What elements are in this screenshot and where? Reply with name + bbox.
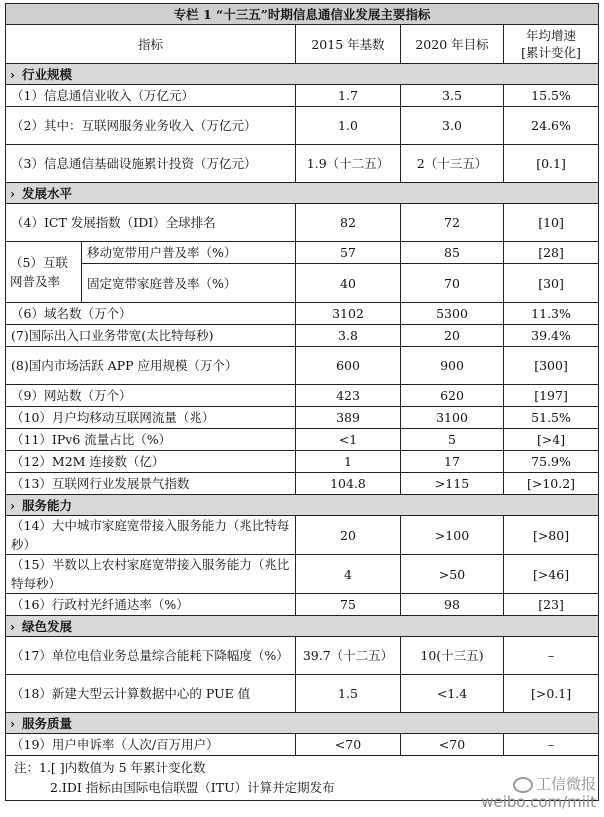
indicator-label: （2）其中：互联网服务业务收入（万亿元） xyxy=(6,107,296,145)
growth-value: [>0.1] xyxy=(504,675,599,713)
indicator-label: （10）月户均移动互联网流量（兆） xyxy=(6,407,296,429)
table-row xyxy=(6,407,599,429)
target-2020-value: 900 xyxy=(401,347,504,385)
base-2015-value: 104.8 xyxy=(296,473,401,495)
chevron-right-icon: › xyxy=(10,66,15,82)
section-title: 发展水平 xyxy=(22,185,73,201)
target-2020-value: >100 xyxy=(401,516,504,555)
indicator-label: （12）M2M 连接数（亿） xyxy=(6,451,296,473)
table-row xyxy=(6,734,599,756)
base-2015-value: 20 xyxy=(296,516,401,555)
base-2015-value: 1.9（十二五） xyxy=(296,145,401,183)
target-2020-value: 70 xyxy=(401,264,504,303)
watermark xyxy=(481,775,596,811)
target-2020-value: 3100 xyxy=(401,407,504,429)
indicator-label: (8)国内市场活跃 APP 应用规模（万个） xyxy=(6,347,296,385)
header-row xyxy=(6,25,599,64)
header-growth: 年均增速 [累计变化] xyxy=(504,25,599,64)
indicator-label: (7)国际出入口业务带宽(太比特每秒) xyxy=(6,325,296,347)
table-row xyxy=(6,429,599,451)
target-2020-value: 72 xyxy=(401,204,504,242)
target-2020-value: >115 xyxy=(401,473,504,495)
base-2015-value: <1 xyxy=(296,429,401,451)
growth-value: [>4] xyxy=(504,429,599,451)
table-row xyxy=(6,555,599,594)
section-header-row xyxy=(6,495,599,516)
table-row xyxy=(6,347,599,385)
watermark-brand: 工信微报 xyxy=(535,775,596,793)
base-2015-value: 82 xyxy=(296,204,401,242)
target-2020-value: 5 xyxy=(401,429,504,451)
base-2015-value: 1 xyxy=(296,451,401,473)
table-row xyxy=(6,516,599,555)
growth-value: 51.5% xyxy=(504,407,599,429)
header-base-2015: 2015 年基数 xyxy=(296,25,401,64)
indicator-label: （18）新建大型云计算数据中心的 PUE 值 xyxy=(6,675,296,713)
growth-value: 15.5% xyxy=(504,85,599,107)
growth-value: [0.1] xyxy=(504,145,599,183)
indicator-label: （15）半数以上农村家庭宽带接入服务能力（兆比特每秒） xyxy=(6,555,296,594)
base-2015-value: 75 xyxy=(296,594,401,616)
table-row xyxy=(6,325,599,347)
growth-value: 75.9% xyxy=(504,451,599,473)
target-2020-value: <1.4 xyxy=(401,675,504,713)
target-2020-value: 98 xyxy=(401,594,504,616)
base-2015-value: 423 xyxy=(296,385,401,407)
growth-value: [197] xyxy=(504,385,599,407)
target-2020-value: 3.0 xyxy=(401,107,504,145)
weibo-icon xyxy=(513,777,533,793)
section-title: 服务能力 xyxy=(22,497,73,513)
section-header-row xyxy=(6,616,599,637)
section-header-row xyxy=(6,713,599,734)
target-2020-value: 10(十三五) xyxy=(401,637,504,675)
header-indicator: 指标 xyxy=(6,25,296,64)
section-header-row xyxy=(6,183,599,204)
table-row xyxy=(6,145,599,183)
table-row xyxy=(6,473,599,495)
base-2015-value: 57 xyxy=(296,242,401,264)
table-row xyxy=(6,385,599,407)
table-row xyxy=(6,264,599,303)
chevron-right-icon: › xyxy=(10,618,15,634)
base-2015-value: 4 xyxy=(296,555,401,594)
growth-value: [28] xyxy=(504,242,599,264)
indicator-label: （16）行政村光纤通达率（%） xyxy=(6,594,296,616)
target-2020-value: 2（十三五） xyxy=(401,145,504,183)
table-row xyxy=(6,303,599,325)
growth-value: 24.6% xyxy=(504,107,599,145)
indicator-label: （6）域名数（万个） xyxy=(6,303,296,325)
section-title: 服务质量 xyxy=(22,715,73,731)
growth-value: [10] xyxy=(504,204,599,242)
table-row xyxy=(6,675,599,713)
growth-value: [>10.2] xyxy=(504,473,599,495)
indicator-label: 移动宽带用户普及率（%） xyxy=(82,242,296,264)
indicator-label: （13）互联网行业发展景气指数 xyxy=(6,473,296,495)
target-2020-value: <70 xyxy=(401,734,504,756)
header-target-2020: 2020 年目标 xyxy=(401,25,504,64)
section-title: 绿色发展 xyxy=(22,618,73,634)
growth-value: [>46] xyxy=(504,555,599,594)
growth-value: [23] xyxy=(504,594,599,616)
table-title: 专栏 1 “十三五”时期信息通信业发展主要指标 xyxy=(6,4,599,25)
base-2015-value: 1.0 xyxy=(296,107,401,145)
indicator-label: （9）网站数（万个） xyxy=(6,385,296,407)
target-2020-value: 17 xyxy=(401,451,504,473)
growth-value: [>80] xyxy=(504,516,599,555)
indicator-label: （11）IPv6 流量占比（%） xyxy=(6,429,296,451)
base-2015-value: 39.7（十二五） xyxy=(296,637,401,675)
indicator-label: （1）信息通信业收入（万亿元） xyxy=(6,85,296,107)
chevron-right-icon: › xyxy=(10,185,15,201)
table-row xyxy=(6,107,599,145)
target-2020-value: 620 xyxy=(401,385,504,407)
base-2015-value: <70 xyxy=(296,734,401,756)
indicator-label: （17）单位电信业务总量综合能耗下降幅度（%） xyxy=(6,637,296,675)
table-title-row xyxy=(6,4,599,25)
table-row xyxy=(6,637,599,675)
growth-value: – xyxy=(504,637,599,675)
table-row xyxy=(6,451,599,473)
base-2015-value: 3102 xyxy=(296,303,401,325)
base-2015-value: 1.7 xyxy=(296,85,401,107)
table-row xyxy=(6,594,599,616)
target-2020-value: 20 xyxy=(401,325,504,347)
watermark-url: weibo.com/miit xyxy=(481,793,596,811)
base-2015-value: 389 xyxy=(296,407,401,429)
indicator-label: 固定宽带家庭普及率（%） xyxy=(82,264,296,303)
target-2020-value: >50 xyxy=(401,555,504,594)
base-2015-value: 1.5 xyxy=(296,675,401,713)
target-2020-value: 5300 xyxy=(401,303,504,325)
section-title: 行业规模 xyxy=(22,66,73,82)
chevron-right-icon: › xyxy=(10,497,15,513)
indicator-label: （4）ICT 发展指数（IDI）全球排名 xyxy=(6,204,296,242)
growth-value: – xyxy=(504,734,599,756)
group-label: （5）互联网普及率 xyxy=(6,242,82,303)
indicator-label: （19）用户申诉率（人次/百万用户） xyxy=(6,734,296,756)
note-2: 2.IDI 指标由国际电信联盟（ITU）计算并定期发布 xyxy=(50,780,335,795)
table-row xyxy=(6,204,599,242)
table-row xyxy=(6,242,599,264)
base-2015-value: 600 xyxy=(296,347,401,385)
base-2015-value: 3.8 xyxy=(296,325,401,347)
indicator-label: （3）信息通信基础设施累计投资（万亿元） xyxy=(6,145,296,183)
growth-value: 39.4% xyxy=(504,325,599,347)
chevron-right-icon: › xyxy=(10,715,15,731)
growth-value: [300] xyxy=(504,347,599,385)
section-header-row xyxy=(6,64,599,85)
indicator-table xyxy=(5,3,599,801)
target-2020-value: 3.5 xyxy=(401,85,504,107)
indicator-label: （14）大中城市家庭宽带接入服务能力（兆比特每秒） xyxy=(6,516,296,555)
target-2020-value: 85 xyxy=(401,242,504,264)
table-row xyxy=(6,85,599,107)
note-1: 注：1.[ ]内数值为 5 年累计变化数 xyxy=(14,760,206,775)
growth-value: [30] xyxy=(504,264,599,303)
base-2015-value: 40 xyxy=(296,264,401,303)
growth-value: 11.3% xyxy=(504,303,599,325)
